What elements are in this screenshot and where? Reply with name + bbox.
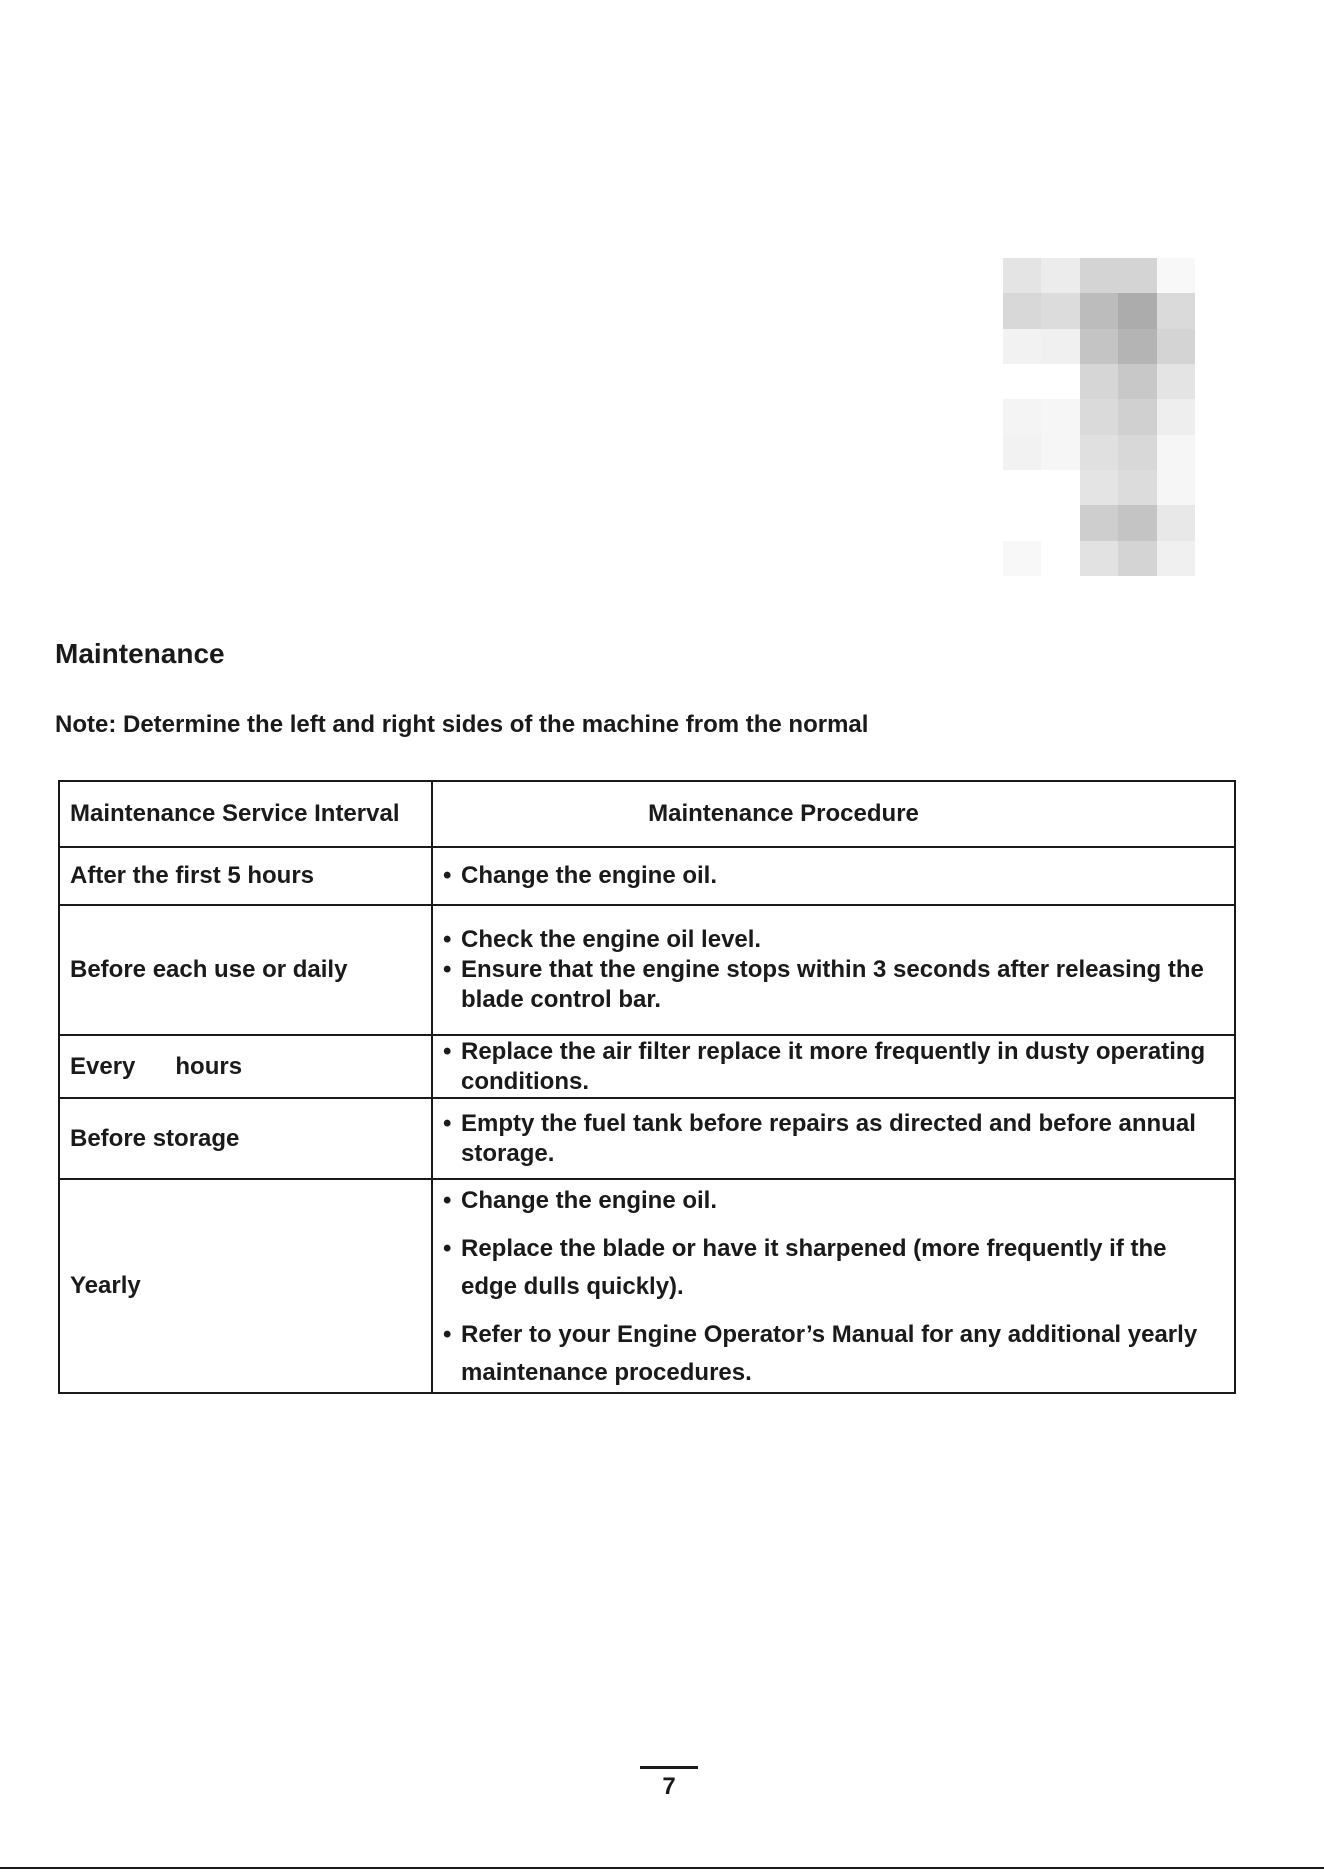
section-heading: Maintenance <box>55 638 225 669</box>
procedure-item: • Refer to your Engine Operator’s Manual for any additional yearly maintenance procedures. <box>443 1316 1224 1392</box>
table-row <box>59 1098 1235 1179</box>
procedure-cell <box>432 847 1235 905</box>
procedure-item: • Change the engine oil. <box>443 1182 1224 1220</box>
interval-cell: Before each use or daily <box>59 905 432 1035</box>
table-row <box>59 1035 1235 1098</box>
note-text: Note: Determine the left and right sides of the machine from the normal <box>55 711 869 738</box>
procedure-cell <box>432 905 1235 1035</box>
procedure-item: • Ensure that the engine stops within 3 seconds after releasing the blade control bar. <box>443 955 1224 1015</box>
interval-cell <box>59 1035 432 1098</box>
procedure-item: • Replace the blade or have it sharpened (more frequently if the edge dulls quickly). <box>443 1230 1224 1306</box>
header-procedure: Maintenance Procedure <box>432 781 1235 847</box>
pixelated-image <box>1003 258 1195 576</box>
interval-cell: Before storage <box>59 1098 432 1179</box>
procedure-item: • Empty the fuel tank before repairs as directed and before annual storage. <box>443 1109 1224 1169</box>
procedure-item: • Change the engine oil. <box>443 861 1224 891</box>
table-row <box>59 847 1235 905</box>
procedure-cell <box>432 1179 1235 1393</box>
header-interval: Maintenance Service Interval <box>59 781 432 847</box>
page-number: 7 <box>640 1766 698 1801</box>
maintenance-table <box>58 780 1236 1394</box>
interval-cell: Yearly <box>59 1179 432 1393</box>
table-row <box>59 1179 1235 1393</box>
procedure-cell <box>432 1035 1235 1098</box>
interval-cell: After the first 5 hours <box>59 847 432 905</box>
procedure-cell <box>432 1098 1235 1179</box>
interval-every: Every <box>70 1052 136 1080</box>
bottom-rule <box>0 1867 1324 1869</box>
table-row <box>59 905 1235 1035</box>
procedure-item: • Replace the air filter replace it more frequently in dusty operating conditions. <box>443 1037 1224 1097</box>
table-header-row <box>59 781 1235 847</box>
procedure-item: • Check the engine oil level. <box>443 925 1224 955</box>
interval-hours: hours <box>175 1052 243 1080</box>
